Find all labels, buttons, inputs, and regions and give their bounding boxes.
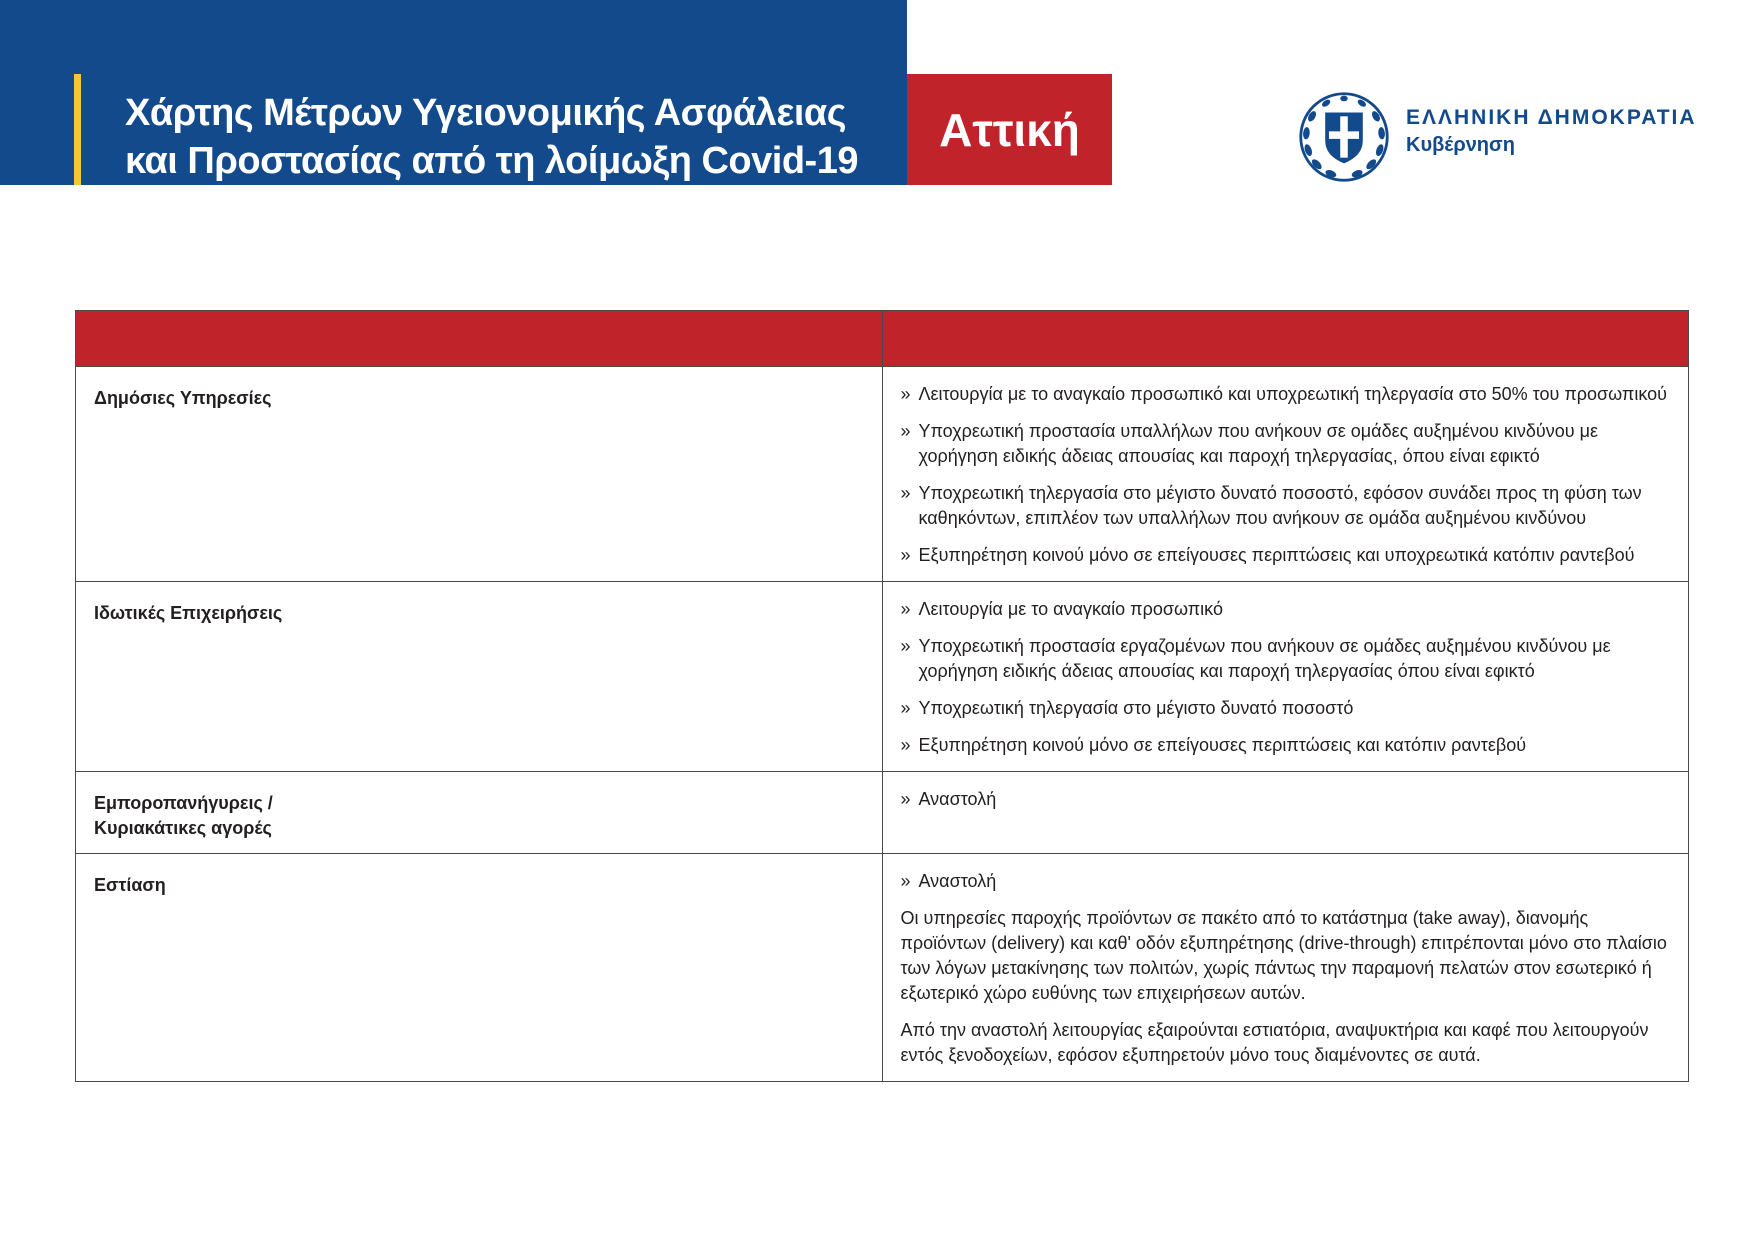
document-title	[125, 89, 905, 185]
bullet-icon: »	[900, 871, 911, 891]
greek-coat-of-arms-icon	[1297, 90, 1391, 184]
region-label: Αττική	[907, 74, 1112, 185]
row-category-line-2: Κυριακάτικες αγορές	[94, 818, 272, 838]
title-line-1: Χάρτης Μέτρων Υγειονομικής Ασφάλειας	[125, 92, 847, 134]
row-measures	[882, 582, 1689, 772]
measure-text: Υποχρεωτική τηλεργασία στο μέγιστο δυνατό ποσοστό, εφόσον συνάδει προς τη φύση των καθηκόντων, επιπλέον των υπαλλήλων που ανήκουν σε ομάδα αυξημένου κινδύνου	[918, 483, 1642, 528]
measure-text: Υποχρεωτική προστασία εργαζομένων που ανήκουν σε ομάδες αυξημένου κινδύνου με χορήγηση ειδικής άδειας απουσίας και παροχή τηλεργασίας όπου είναι εφικτό	[918, 636, 1611, 681]
header-cell-measures	[882, 311, 1689, 367]
bullet-icon: »	[900, 735, 911, 755]
table-row	[76, 854, 1689, 1082]
header-cell-category	[76, 311, 883, 367]
government-name: ΕΛΛΗΝΙΚΗ ΔΗΜΟΚΡΑΤΙΑ	[1406, 106, 1697, 129]
bullet-icon: »	[900, 698, 911, 718]
table-row	[76, 367, 1689, 582]
measure-item	[901, 543, 1671, 568]
table-header-row	[76, 311, 1689, 367]
row-category	[76, 772, 883, 854]
row-category-line-1: Εμποροπανήγυρεις /	[94, 793, 273, 813]
bullet-icon: »	[900, 789, 911, 809]
measure-item	[901, 419, 1671, 469]
government-subtitle: Κυβέρνηση	[1406, 134, 1515, 156]
measure-text: Λειτουργία με το αναγκαίο προσωπικό και υποχρεωτική τηλεργασία στο 50% του προσωπικού	[918, 384, 1667, 404]
measure-text: Εξυπηρέτηση κοινού μόνο σε επείγουσες περιπτώσεις και υποχρεωτικά κατόπιν ραντεβού	[918, 545, 1635, 565]
measures-table	[75, 310, 1689, 1082]
row-measures	[882, 854, 1689, 1082]
table-row	[76, 772, 1689, 854]
measure-item	[901, 597, 1671, 622]
measure-text: Λειτουργία με το αναγκαίο προσωπικό	[918, 599, 1223, 619]
row-measures	[882, 772, 1689, 854]
measure-text: Υποχρεωτική τηλεργασία στο μέγιστο δυνατό ποσοστό	[918, 698, 1354, 718]
measure-item	[901, 696, 1671, 721]
row-measures	[882, 367, 1689, 582]
table-row	[76, 582, 1689, 772]
bullet-icon: »	[900, 636, 911, 656]
measure-note: Από την αναστολή λειτουργίας εξαιρούνται εστιατόρια, αναψυκτήρια και καφέ που λειτουργούν εντός ξενοδοχείων, εφόσον εξυπηρετούν μόνο τους διαμένοντες σε αυτά.	[900, 1020, 1649, 1065]
row-category: Εστίαση	[76, 854, 883, 1082]
row-category: Δημόσιες Υπηρεσίες	[76, 367, 883, 582]
measure-item	[901, 869, 1671, 894]
bullet-icon: »	[900, 483, 911, 503]
title-line-2: και Προστασίας από τη λοίμωξη Covid-19	[125, 140, 858, 182]
row-category: Ιδωτικές Επιχειρήσεις	[76, 582, 883, 772]
measure-text: Αναστολή	[918, 789, 997, 809]
measure-item	[901, 733, 1671, 758]
measure-item	[901, 481, 1671, 531]
measure-text: Εξυπηρέτηση κοινού μόνο σε επείγουσες περιπτώσεις και κατόπιν ραντεβού	[918, 735, 1527, 755]
bullet-icon: »	[900, 545, 911, 565]
measure-text: Υποχρεωτική προστασία υπαλλήλων που ανήκουν σε ομάδες αυξημένου κινδύνου με χορήγηση ειδικής άδειας απουσίας και παροχή τηλεργασίας, όπου είναι εφικτό	[918, 421, 1598, 466]
measure-text: Αναστολή	[918, 871, 997, 891]
measure-item	[901, 634, 1671, 684]
bullet-icon: »	[900, 384, 911, 404]
accent-bar	[74, 74, 81, 185]
bullet-icon: »	[900, 421, 911, 441]
measure-note: Οι υπηρεσίες παροχής προϊόντων σε πακέτο από το κατάστημα (take away), διανομής προϊόντων (delivery) και καθ' οδόν εξυπηρέτησης (drive-through) επιτρέπονται μόνο στο πλαίσιο των λόγων μετακίνησης των πολιτών, χωρίς πάντως την παραμονή πελατών στον εσωτερικό ή εξωτερικό χώρο ευθύνης των επιχειρήσεων αυτών.	[900, 908, 1667, 1003]
bullet-icon: »	[900, 599, 911, 619]
measure-item	[901, 787, 1671, 812]
measure-item	[901, 382, 1671, 407]
